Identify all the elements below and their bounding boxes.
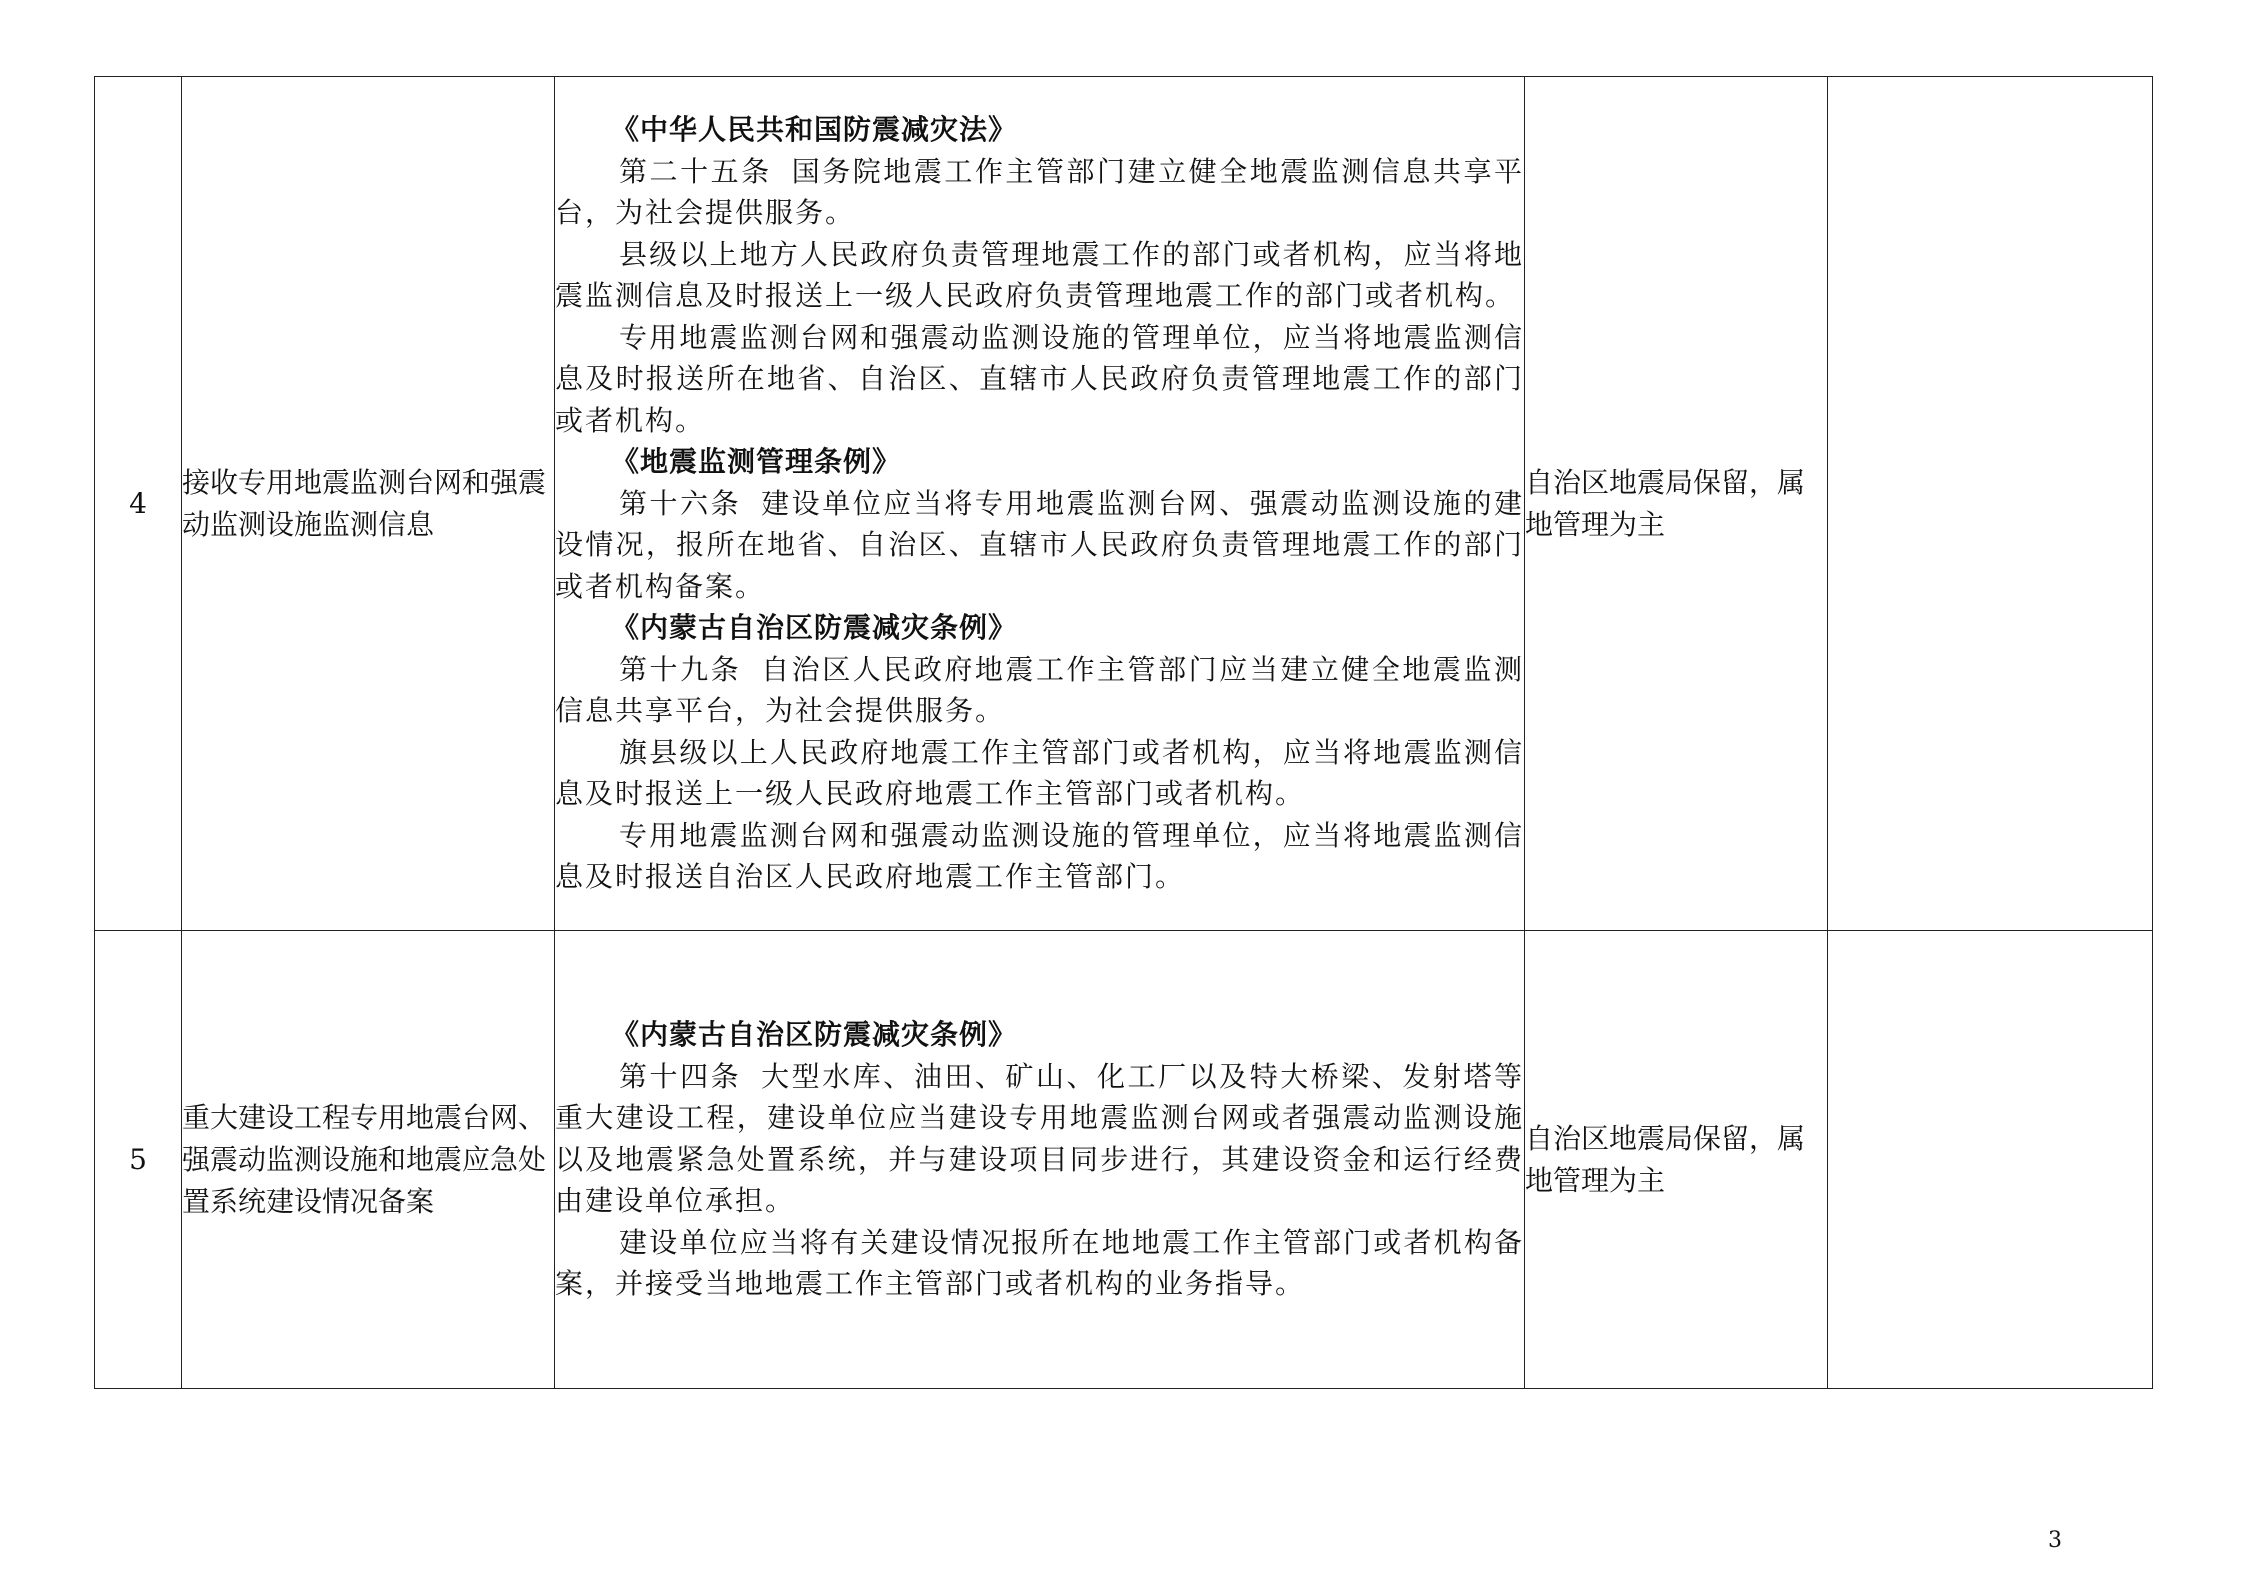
article-text: 大型水库、油田、矿山、化工厂以及特大桥梁、发射塔等重大建设工程，建设单位应当建设专用地震监测台网或者强震动监测设施以及地震紧急处置系统，并与建设项目同步进行，其建设资金和运行经费由建设单位承担。 xyxy=(555,1059,1524,1218)
article-number: 第二十五条 xyxy=(619,154,772,188)
handling-opinion: 自治区地震局保留，属地管理为主 xyxy=(1525,931,1828,1389)
remark-cell xyxy=(1828,77,2153,931)
article-number: 第十四条 xyxy=(619,1059,742,1093)
article-text: 专用地震监测台网和强震动监测设施的管理单位，应当将地震监测信息及时报送所在地省、自治区、直辖市人民政府负责管理地震工作的部门或者机构。 xyxy=(555,320,1524,437)
article-number: 第十六条 xyxy=(619,486,742,520)
law-paragraph xyxy=(555,234,1524,317)
law-paragraph xyxy=(555,1056,1524,1222)
law-paragraph xyxy=(555,732,1524,815)
article-text: 建设单位应当将有关建设情况报所在地地震工作主管部门或者机构备案，并接受当地地震工作主管部门或者机构的业务指导。 xyxy=(555,1225,1524,1301)
page-number: 3 xyxy=(2048,1528,2062,1553)
law-paragraph xyxy=(555,483,1524,608)
row-number: 4 xyxy=(95,77,182,931)
law-paragraph xyxy=(555,649,1524,732)
table-row xyxy=(95,77,2153,931)
handling-opinion: 自治区地震局保留，属地管理为主 xyxy=(1525,77,1828,931)
law-paragraph xyxy=(555,151,1524,234)
legal-basis xyxy=(555,931,1525,1389)
legal-basis xyxy=(555,77,1525,931)
law-title: 《地震监测管理条例》 xyxy=(611,445,902,479)
law-paragraph xyxy=(555,317,1524,442)
approval-items-table xyxy=(94,76,2153,1389)
article-text: 自治区人民政府地震工作主管部门应当建立健全地震监测信息共享平台，为社会提供服务。 xyxy=(555,652,1524,728)
item-name: 重大建设工程专用地震台网、强震动监测设施和地震应急处置系统建设情况备案 xyxy=(182,931,555,1389)
law-title: 《中华人民共和国防震减灾法》 xyxy=(611,113,1018,147)
law-title: 《内蒙古自治区防震减灾条例》 xyxy=(611,1018,1018,1052)
article-text: 国务院地震工作主管部门建立健全地震监测信息共享平台，为社会提供服务。 xyxy=(555,154,1524,230)
article-text: 专用地震监测台网和强震动监测设施的管理单位，应当将地震监测信息及时报送自治区人民政府地震工作主管部门。 xyxy=(555,818,1524,894)
article-text: 建设单位应当将专用地震监测台网、强震动监测设施的建设情况，报所在地省、自治区、直辖市人民政府负责管理地震工作的部门或者机构备案。 xyxy=(555,486,1524,603)
item-name: 接收专用地震监测台网和强震动监测设施监测信息 xyxy=(182,77,555,931)
law-paragraph xyxy=(555,815,1524,898)
article-number: 第十九条 xyxy=(619,652,742,686)
remark-cell xyxy=(1828,931,2153,1389)
law-title: 《内蒙古自治区防震减灾条例》 xyxy=(611,611,1018,645)
article-text: 旗县级以上人民政府地震工作主管部门或者机构，应当将地震监测信息及时报送上一级人民政府地震工作主管部门或者机构。 xyxy=(555,735,1524,811)
table-row xyxy=(95,931,2153,1389)
law-paragraph xyxy=(555,1222,1524,1305)
row-number: 5 xyxy=(95,931,182,1389)
article-text: 县级以上地方人民政府负责管理地震工作的部门或者机构，应当将地震监测信息及时报送上一级人民政府负责管理地震工作的部门或者机构。 xyxy=(555,237,1524,313)
